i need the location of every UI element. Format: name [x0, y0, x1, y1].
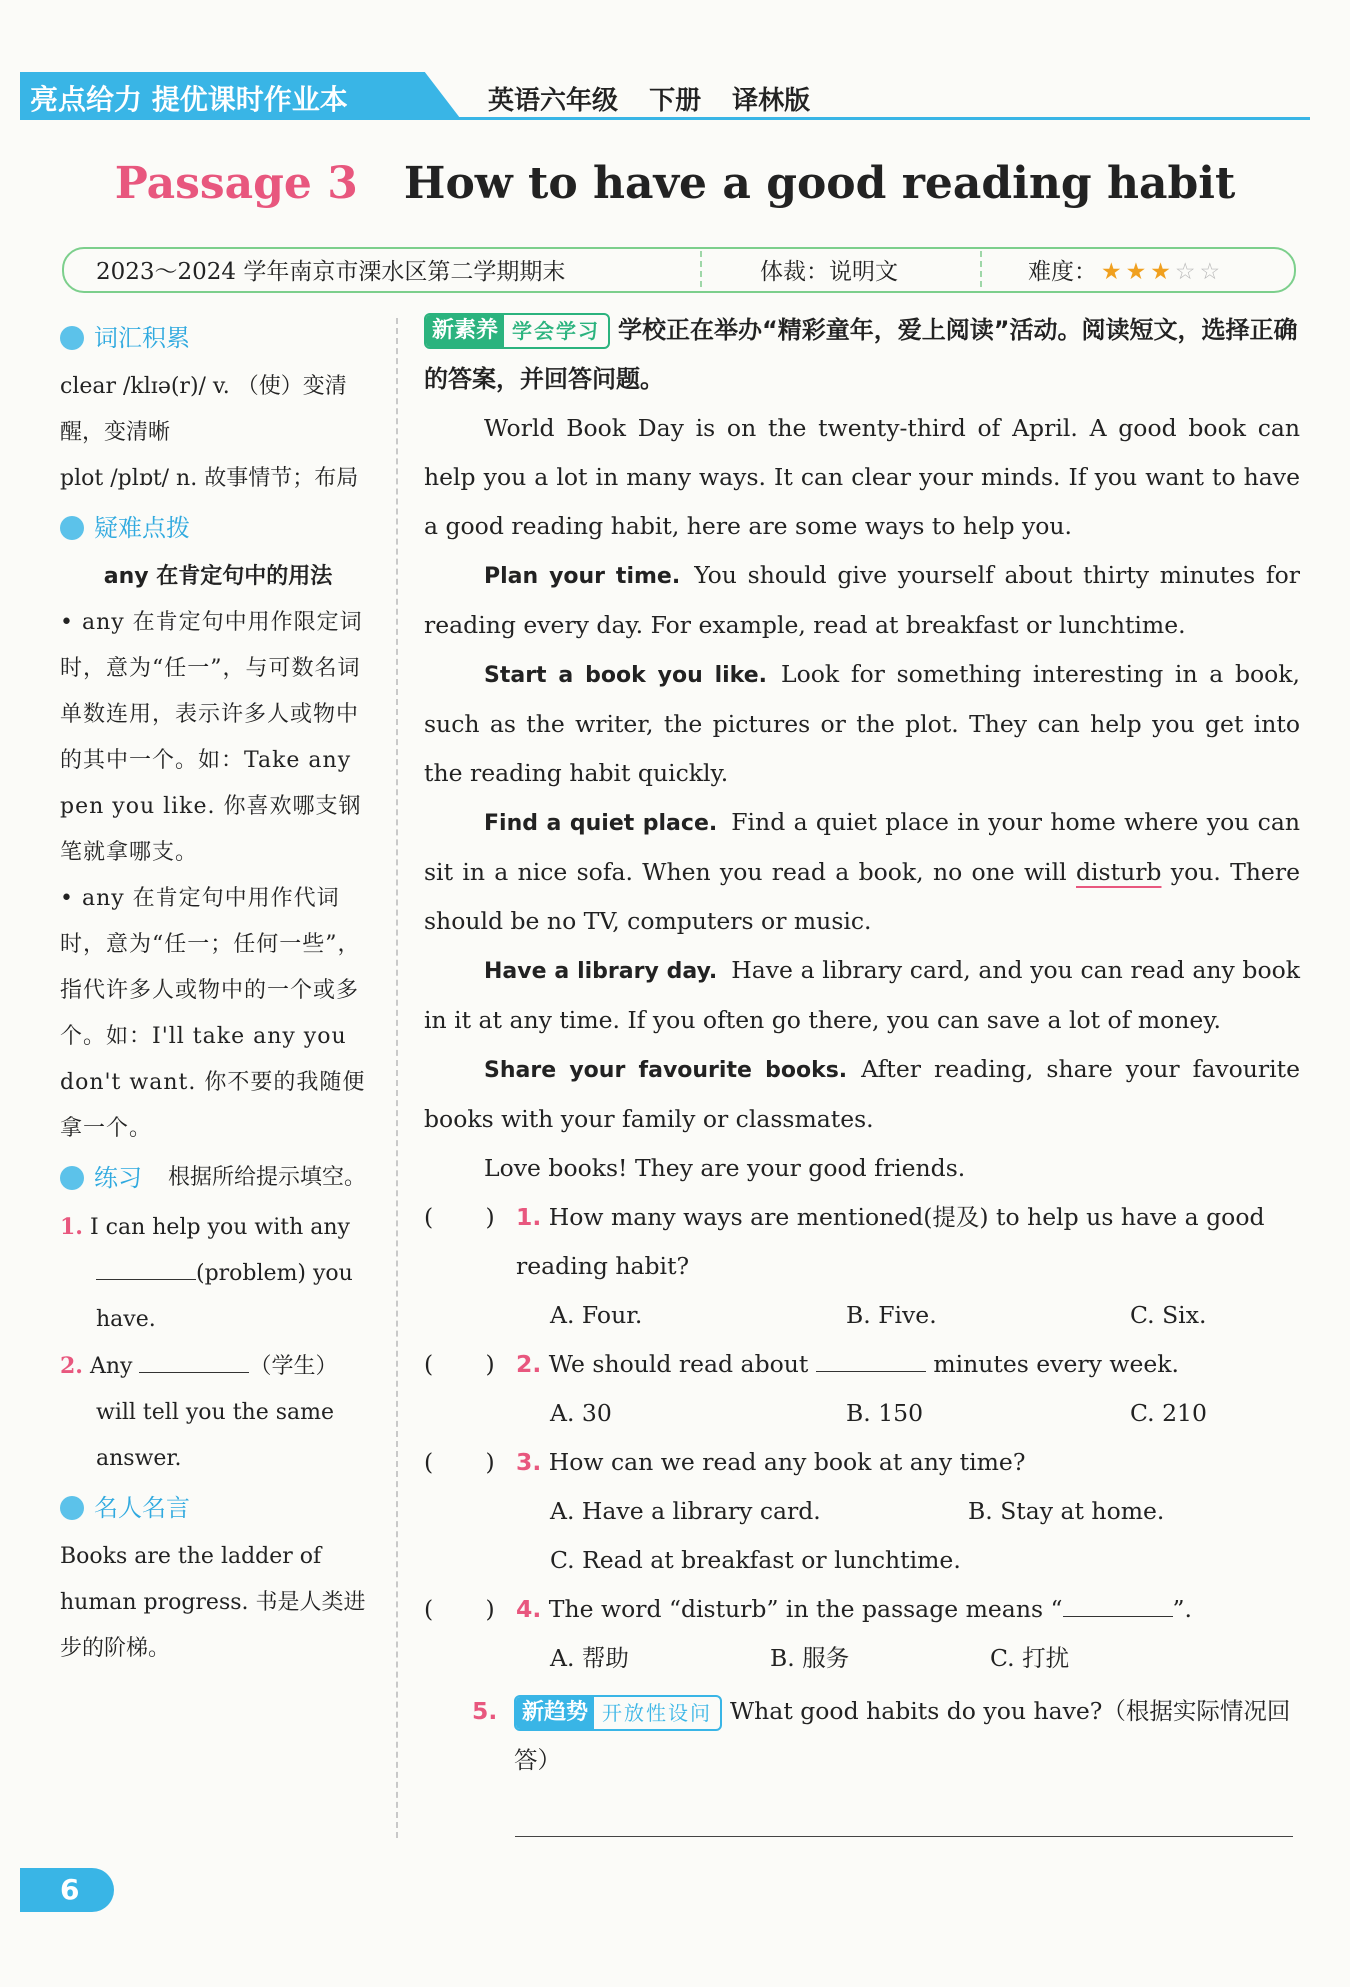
option-a[interactable]: A. 30 — [550, 1399, 612, 1427]
paragraph-text: You should give yourself about thirty minutes for reading every day. For example, read at breakfast or lunchtime. — [424, 561, 1301, 639]
passage-number: Passage 3 — [114, 158, 358, 209]
vocab-entry: plot /plɒt/ n. 故事情节；布局 — [60, 466, 359, 491]
question-prompt: minutes every week. — [933, 1350, 1179, 1378]
subject-grade: 英语六年级 — [488, 86, 619, 116]
tips-heading — [60, 502, 376, 554]
answer-bracket[interactable]: ( ) — [424, 1595, 495, 1623]
practice-number: 2. — [60, 1353, 83, 1379]
passage-paragraph: Love books! They are your good friends. — [484, 1154, 966, 1182]
passage-heading: How to have a good reading habit — [403, 158, 1236, 209]
paragraph-text: Look for something interesting in a book, such as the writer, the pictures or the plot. They can help you get into the reading habit quickly. — [424, 660, 1300, 787]
tag-label: 新趋势 — [516, 1697, 594, 1729]
answer-blank[interactable] — [1063, 1593, 1173, 1618]
person-icon — [60, 1496, 84, 1520]
option-c[interactable]: C. 210 — [1130, 1399, 1207, 1427]
option-c[interactable]: C. Six. — [1130, 1301, 1207, 1329]
practice-hint: (problem) you have. — [96, 1261, 353, 1332]
paragraph-text: After reading, share your favourite books with your family or classmates. — [424, 1055, 1300, 1133]
difficulty-stars — [1097, 259, 1220, 285]
intro-text: 学校正在举办“精彩童年，爱上阅读”活动。阅读短文，选择正确的答案，并回答问题。 — [424, 316, 1298, 393]
book-icon — [60, 326, 84, 350]
answer-bracket[interactable]: ( ) — [424, 1448, 495, 1476]
passage-paragraph — [424, 946, 1300, 1045]
lightbulb-icon — [60, 516, 84, 540]
practice-instruction: 根据所给提示填空。 — [168, 1165, 367, 1190]
question-number: 3. — [516, 1448, 542, 1476]
answer-bracket[interactable]: ( ) — [424, 1203, 495, 1231]
literacy-tag — [424, 313, 610, 349]
option-b[interactable]: B. 服务 — [770, 1644, 850, 1672]
question-number: 2. — [516, 1350, 542, 1378]
page-title — [0, 158, 1350, 209]
question-text — [516, 1438, 1300, 1487]
practice-number: 1. — [60, 1214, 83, 1240]
answer-blank[interactable] — [96, 1257, 196, 1280]
exam-source: 2023～2024 学年南京市溧水区第二学期期末 — [96, 259, 566, 285]
tip-item: • any 在肯定句中用作代词时，意为“任一；任何一些”，指代许多人或物中的一个或多个。如：I'll take any you don't want. 你不要的我随便拿一个。 — [60, 886, 366, 1141]
famous-quote: Books are the ladder of human progress. 书是人类进步的阶梯。 — [60, 1544, 366, 1661]
question-prompt: How can we read any book at any time? — [548, 1448, 1026, 1476]
info-divider — [700, 251, 702, 287]
difficulty-label: 难度： — [1028, 259, 1097, 285]
paragraph-lead: Start a book you like. — [484, 663, 767, 688]
question-text — [516, 1340, 1300, 1389]
genre: 体裁：说明文 — [760, 259, 898, 285]
question-text — [516, 1585, 1300, 1634]
passage-paragraph — [424, 1045, 1300, 1144]
paragraph-lead: Plan your time. — [484, 564, 681, 589]
option-a[interactable]: A. Four. — [550, 1301, 643, 1329]
question-text — [516, 1193, 1300, 1291]
question-4 — [424, 1585, 1300, 1634]
tag-sublabel: 学会学习 — [512, 319, 601, 343]
column-divider — [396, 318, 398, 1838]
practice-item — [60, 1204, 376, 1343]
question-text — [514, 1687, 1300, 1785]
vocab-title: 词汇积累 — [94, 324, 190, 352]
answer-bracket[interactable]: ( ) — [424, 1350, 495, 1378]
question-number: 5. — [472, 1697, 498, 1725]
answer-line[interactable] — [515, 1836, 1293, 1837]
sidebar — [60, 312, 376, 1672]
star-empty-icon: ☆ — [1199, 259, 1221, 285]
answer-blank[interactable] — [139, 1350, 249, 1373]
paragraph-text: you. There should be no TV, computers or music. — [424, 858, 1300, 935]
tag-sublabel: 开放性设问 — [602, 1700, 713, 1725]
trend-tag — [514, 1695, 722, 1731]
question-prompt: The word “disturb” in the passage means “ — [548, 1595, 1063, 1623]
vocab-entry: clear /klɪə(r)/ v. （使）变清醒，变清晰 — [60, 374, 347, 445]
question-prompt: We should read about — [548, 1350, 809, 1378]
option-b[interactable]: B. Five. — [846, 1301, 937, 1329]
pencil-icon — [60, 1166, 84, 1190]
paragraph-text: Have a library card, and you can read any book in it at any time. If you often go there, you can save a lot of money. — [424, 956, 1300, 1034]
difficulty — [1028, 253, 1220, 286]
quote-title: 名人名言 — [94, 1494, 190, 1522]
question-prompt: How many ways are mentioned(提及) to help us have a good reading habit? — [516, 1203, 1265, 1280]
question-2 — [424, 1340, 1300, 1389]
main-content — [424, 306, 1300, 1785]
passage-paragraph — [424, 650, 1300, 798]
options — [424, 1487, 1300, 1536]
star-filled-icon: ★ — [1101, 259, 1122, 285]
star-filled-icon: ★ — [1150, 259, 1171, 285]
passage-paragraph — [424, 551, 1300, 650]
question-number: 1. — [516, 1203, 542, 1231]
practice-text: Any — [89, 1354, 133, 1379]
star-filled-icon: ★ — [1125, 259, 1147, 285]
edition: 译林版 — [732, 86, 811, 116]
question-prompt: ”. — [1172, 1595, 1192, 1623]
passage-paragraph: World Book Day is on the twenty-third of April. A good book can help you a lot in many ways. It can clear your minds. If you want to have a good reading habit, here are some ways to help you. — [424, 414, 1300, 540]
option-a[interactable]: A. Have a library card. — [550, 1497, 821, 1525]
options — [424, 1634, 1300, 1683]
paragraph-text: Find a quiet place in your home where you can sit in a nice sofa. When you read a book, no one will — [424, 808, 1300, 886]
options — [424, 1389, 1300, 1438]
answer-blank[interactable] — [816, 1348, 926, 1373]
question-number: 4. — [516, 1595, 542, 1623]
practice-text: I can help you with any — [89, 1215, 350, 1240]
tips-subtitle: any 在肯定句中的用法 — [103, 564, 333, 589]
options — [424, 1291, 1300, 1340]
star-empty-icon: ☆ — [1174, 259, 1196, 285]
option-b[interactable]: B. Stay at home. — [968, 1497, 1165, 1525]
paragraph-lead: Share your favourite books. — [484, 1058, 848, 1083]
option-c[interactable]: C. Read at breakfast or lunchtime. — [550, 1546, 961, 1574]
practice-hint: （学生） will tell you the same answer. — [96, 1354, 338, 1471]
question-1 — [424, 1193, 1300, 1291]
quote-heading — [60, 1482, 376, 1534]
volume: 下册 — [649, 86, 702, 116]
tip-item: • any 在肯定句中用作限定词时，意为“任一”，与可数名词单数连用，表示许多人或物中的其中一个。如：Take any pen you like. 你喜欢哪支钢笔就拿哪支。 — [60, 610, 363, 865]
task-intro — [424, 306, 1300, 404]
practice-title: 练习 — [94, 1164, 142, 1192]
option-a[interactable]: A. 帮助 — [550, 1644, 629, 1672]
option-c[interactable]: C. 打扰 — [990, 1644, 1070, 1672]
practice-heading — [60, 1152, 376, 1204]
paragraph-lead: Have a library day. — [484, 959, 718, 984]
tips-title: 疑难点拨 — [94, 514, 190, 542]
option-b[interactable]: B. 150 — [846, 1399, 924, 1427]
tag-label: 新素养 — [426, 315, 504, 347]
paragraph-lead: Find a quiet place. — [484, 811, 718, 836]
series-brand: 亮点给力 提优课时作业本 — [30, 83, 348, 116]
question-3 — [424, 1438, 1300, 1487]
passage-paragraph — [424, 798, 1300, 946]
practice-item — [60, 1343, 376, 1482]
options — [424, 1536, 1300, 1585]
underlined-word: disturb — [1076, 858, 1162, 886]
book-info — [488, 80, 810, 117]
page-number: 6 — [20, 1868, 114, 1912]
question-5 — [424, 1687, 1300, 1785]
question-prompt: What good habits do you have?（根据实际情况回答） — [514, 1697, 1291, 1774]
vocab-heading — [60, 312, 376, 364]
info-divider — [980, 251, 982, 287]
